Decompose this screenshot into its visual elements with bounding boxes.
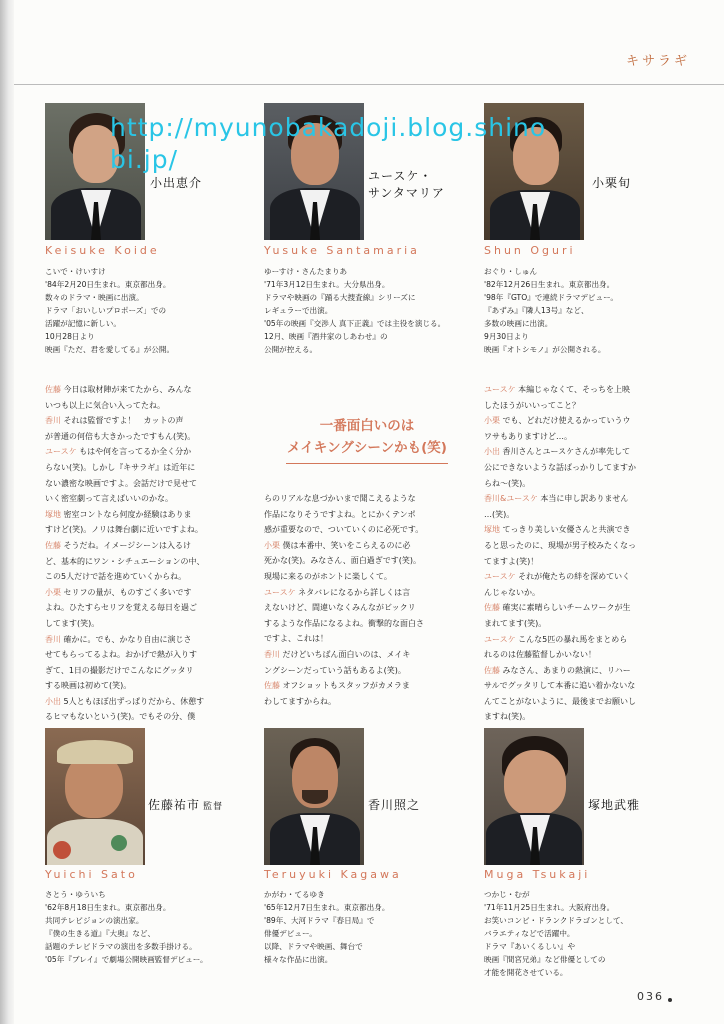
interview-line: 小栗 セリフの量が、ものすごく多いです [45,587,192,597]
interview-line: 公にできないような話ばっかりしてますか [484,462,636,472]
interview-line: すけど(笑)。ノリは舞台劇に近いですよね。 [45,525,203,535]
interview-column-middle [264,491,424,709]
name-jp-sato: 佐藤祐市 監督 [148,798,224,812]
interview-line: 香川 確かに。でも、かなり自由に演じさ [45,634,192,644]
interview-line: 小栗 でも、どれだけ使えるかっていうウ [484,416,631,426]
page-spine [0,0,14,1024]
interview-line: 塚地 てっきり美しい女優さんと共演でき [484,525,631,535]
interview-line: が普通の何倍も大きかったですもん(笑)。 [45,431,196,441]
interview-line: したほうがいいってこと？ [484,400,580,410]
interview-line: 作品になりそうですよね。とにかくテンポ [264,509,416,519]
interview-line: んてことがないように、最後までお願いし [484,696,636,706]
interview-line: してます(笑)。 [45,618,100,628]
interview-line: する映画は初めて(笑)。 [45,681,132,691]
page-corner-mark [668,998,672,1002]
interview-line: 佐藤 みなさん、あまりの熱演に、リハー [484,665,631,675]
interview-line: んじゃないか。 [484,587,540,597]
interview-line: いく密室劇って言えばいいのかな。 [45,494,173,504]
interview-column-left [45,382,204,725]
interview-line: ユースケ それが俺たちの絆を深めていく [484,572,631,582]
interview-line: らね～(笑)。 [484,478,531,488]
interview-column-right [484,382,636,725]
interview-line: 香川 それは監督ですよ！ カットの声 [45,416,184,426]
interview-line: らない(笑)。しかし『キサラギ』は近年に [45,462,196,472]
interview-line: ユースケ 本編じゃなくて、そっちを上映 [484,385,630,394]
interview-line: 感が重要なので、ついていくのに必死です。 [264,525,424,535]
interview-line: ワサもありますけど…。 [484,431,572,441]
interview-line: 佐藤 確実に素晴らしいチームワークが生 [484,603,631,613]
name-en-santamaria: Yusuke Santamaria [264,244,420,257]
interview-line: 死かな(笑)。みなさん、面白過ぎです(笑)。 [264,556,421,566]
name-jp-oguri: 小栗旬 [592,176,632,190]
bio-sato: さとう・ゆういち '62年8月18日生まれ。東京都出身。 共同テレビジョンの演出家。 『僕の生きる道』『大奥』など、 話題のテレビドラマの演出を多数手掛ける。 '05年『ブレイ』で劇場公開映画監督デビュー。 [45,890,208,964]
interview-line: ですよ、これは！ [264,634,328,644]
headline-rule [286,463,448,464]
bio-santamaria: ゆーすけ・さんたまりあ '71年3月12日生まれ。大分県出身。 ドラマや映画の『踊る大捜査線』シリーズに レギュラーで出演。 '05年の映画『交渉人 真下正義』では主役を演じる。 12月、映画『酒井家のしあわせ』の 公開が控える。 [264,267,446,354]
name-jp-tsukaji: 塚地武雅 [588,798,641,812]
bio-tsukaji: つかじ・むが '71年11月25日生まれ。大阪府出身。 お笑いコンビ・ドランクドラゴンとして、 バラエティなどで活躍中。 ドラマ『あいくるしい』や 映画『間宮兄弟』など俳優としての 才能を開花させている。 [484,890,628,977]
bio-koide: こいで・けいすけ '84年2月20日生まれ。東京都出身。 数々のドラマ・映画に出演。 ドラマ「おいしいプロポーズ」での 活躍が記憶に新しい。 10月28日より 映画『ただ、君を愛してる』が公開。 [45,267,175,354]
bio-oguri: おぐり・しゅん '82年12月26日生まれ。東京都出身。 '98年『GTO』で連続ドラマデビュー。 『あずみ』『隣人13号』など、 多数の映画に出演。 9月30日より 映画『オトシモノ』が公開される。 [484,267,618,354]
interview-line: ングシーンだっていう話もあるよ(笑)。 [264,665,406,675]
portrait-photo-kagawa [264,728,364,865]
name-en-oguri: Shun Oguri [484,244,576,257]
interview-line: 香川&ユースケ 本当に申し訳ありません [484,494,629,504]
interview-line: 佐藤 今日は取材陣が来てたから、みんな [45,385,192,394]
interview-line: ぎて、1日の撮影だけでこんなにグッタリ [45,665,194,675]
name-en-tsukaji: Muga Tsukaji [484,868,591,881]
url-watermark: http://myunobakadoji.blog.shino bi.jp/ [110,113,547,174]
page-header-title: キサラギ [625,54,690,69]
interview-line: えないけど、間違いなくみんながビックリ [264,603,416,613]
role-label: 監督 [203,802,224,812]
portrait-photo-tsukaji [484,728,584,865]
interview-line: れるのは佐藤監督しかいない！ [484,650,596,660]
interview-line: らのリアルな息づかいまで聞こえるような [264,494,416,503]
header-rule [14,84,724,85]
interview-line: 塚地 密室コントなら何度か経験はありま [45,509,192,519]
interview-headline: 一番面白いのは メイキングシーンかも(笑) [287,418,447,456]
interview-line: 佐藤 オフショットもスタッフがカメラま [264,681,410,691]
interview-line: ユースケ こんな5匹の暴れ馬をまとめら [484,634,628,644]
interview-line: 小出 5人ともほぼ出ずっぱりだから、休憩す [45,696,205,706]
name-jp-kagawa: 香川照之 [368,798,421,812]
name-jp-santamaria: ユースケ・ サンタマリア [368,169,445,200]
interview-line: 現場に来るのがホントに楽しくて。 [264,571,392,581]
interview-line: 香川 だけどいちばん面白いのは、メイキ [264,649,411,659]
interview-line: るヒマもないという(笑)。でもその分、僕 [45,712,196,722]
bio-kagawa: かがわ・てるゆき '65年12月7日生まれ。東京都出身。 '89年、大河ドラマ『春日局』で 俳優デビュー。 以降、ドラマや映画、舞台で 様々な作品に出演。 [264,890,390,964]
portrait-photo-sato [45,728,145,865]
name-en-sato: Yuichi Sato [45,868,138,881]
name-en-kagawa: Teruyuki Kagawa [264,868,402,881]
interview-line: 小出 香川さんとユースケさんが率先して [484,447,631,457]
interview-line: まれてます(笑)。 [484,618,547,628]
interview-line: この5人だけで話を進めていくからね。 [45,572,187,582]
name-en-koide: Keisuke Koide [45,244,160,257]
interview-line: ない濃密な映画ですよ。会話だけで見せて [45,478,197,488]
interview-line: よね。ひたすらセリフを覚える毎日を過ご [45,603,197,613]
interview-line: ユースケ ネタバレになるから詳しくは言 [264,587,411,597]
interview-line: ますね(笑)。 [484,712,531,722]
interview-line: せてもらってるよね。おかげで熱が入りす [45,650,197,660]
interview-line: ると思ったのに、現場が男子校みたくなっ [484,540,636,550]
interview-line: するような作品になるよね。衝撃的な面白さ [264,618,424,628]
interview-line: てますよ(笑)！ [484,556,539,566]
interview-line: いつも以上に気合い入ってたね。 [45,400,165,410]
interview-line: …(笑)。 [484,509,515,519]
interview-line: サルでグッタリして本番に追い着かないな [484,681,636,691]
interview-line: ユースケ もはや何を言ってるか全く分か [45,447,192,457]
interview-line: わしてますからね。 [264,696,336,706]
interview-line: ど、基本的にワン・シチュエーションの中、 [45,556,205,566]
name-jp-koide: 小出恵介 [150,176,203,190]
page-number: 036 [637,990,664,1003]
interview-line: 小栗 僕は本番中、笑いをこらえるのに必 [264,540,411,550]
interview-line: 佐藤 そうだね。イメージシーンは入るけ [45,540,191,550]
